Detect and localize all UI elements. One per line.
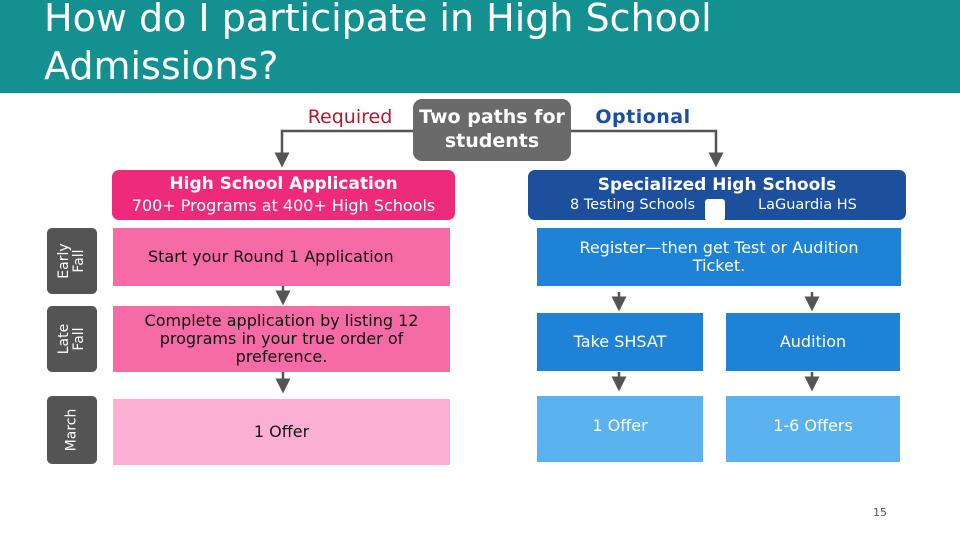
step-start-application: Start your Round 1 Application bbox=[113, 228, 450, 286]
step-shs-one-offer bbox=[537, 396, 703, 462]
hs-application-subtitle: 700+ Programs at 400+ High Schools bbox=[131, 196, 436, 215]
page-title: How do I participate in High School Admissions? bbox=[44, 0, 712, 88]
step-complete-application: Complete application by listing 12 programs in your true order of preference. bbox=[113, 306, 450, 372]
page-number: 15 bbox=[873, 506, 887, 519]
required-label: Required bbox=[307, 106, 393, 128]
step-one-offer: 1 Offer bbox=[113, 399, 450, 465]
step-audition: Audition bbox=[726, 313, 900, 371]
shs-title: Specialized High Schools bbox=[597, 175, 837, 195]
timeline-late-fall bbox=[47, 306, 97, 372]
two-paths-box: Two paths for students bbox=[413, 99, 571, 161]
shs-laguardia: LaGuardia HS bbox=[758, 197, 857, 213]
step-register: Register—then get Test or Audition Ticket. bbox=[537, 228, 901, 286]
timeline-early-fall-label: Early Fall bbox=[56, 243, 87, 279]
step-take-shsat: Take SHSAT bbox=[537, 313, 703, 371]
shs-one-offer-text: 1 Offer bbox=[592, 416, 648, 435]
timeline-late-fall-label: Late Fall bbox=[56, 323, 87, 355]
hs-application-title: High School Application bbox=[169, 174, 398, 194]
laguardia-offers-text: 1-6 Offers bbox=[773, 416, 853, 435]
timeline-march-label: March bbox=[63, 408, 80, 452]
timeline-early-fall bbox=[47, 228, 97, 294]
optional-label: Optional bbox=[595, 106, 691, 128]
step-laguardia-offers bbox=[726, 396, 900, 462]
shs-testing-schools: 8 Testing Schools bbox=[570, 197, 696, 213]
high-school-application-header bbox=[112, 170, 455, 220]
required-connector bbox=[282, 131, 413, 160]
timeline-march bbox=[47, 396, 97, 464]
header-divider-tab bbox=[705, 199, 725, 221]
optional-connector bbox=[571, 131, 716, 160]
